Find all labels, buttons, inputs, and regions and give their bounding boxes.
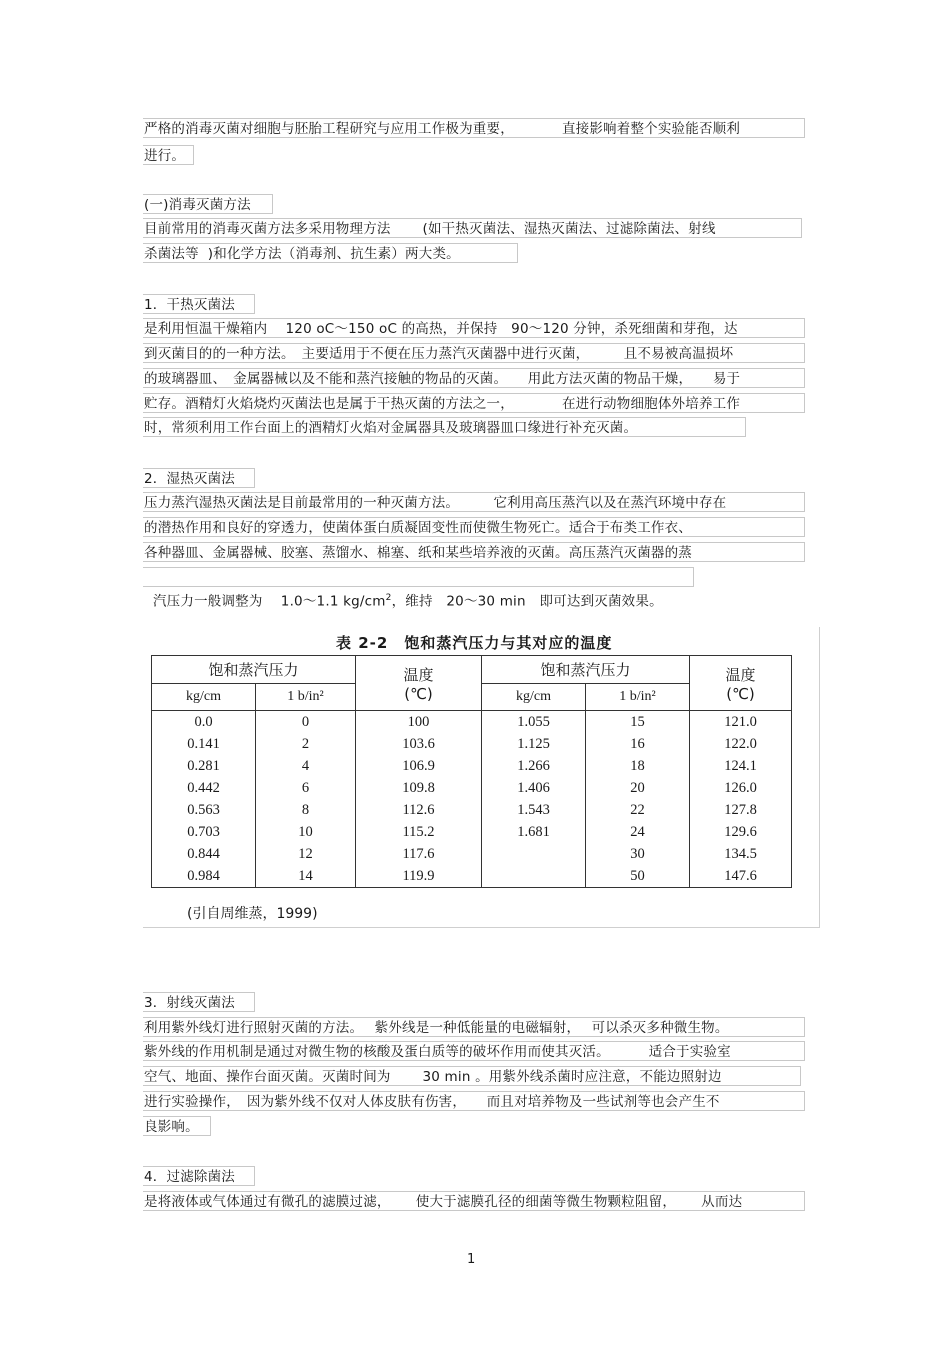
- table-cell: 0.281: [152, 755, 256, 777]
- paragraph-line: 紫外线的作用机制是通过对微生物的核酸及蛋白质等的破坏作用而使其灭活。 适合于实验室: [143, 1041, 805, 1061]
- header-temp-unit: (℃): [726, 684, 755, 703]
- table-cell: 0.442: [152, 777, 256, 799]
- table-row: [152, 755, 792, 777]
- table-row: [152, 733, 792, 755]
- table-cell: 0.703: [152, 821, 256, 843]
- table-cell: 100: [356, 711, 482, 734]
- paragraph-line: 时，常须利用工作台面上的酒精灯火焰对金属器具及玻璃器皿口缘进行补充灭菌。: [143, 417, 746, 437]
- paragraph-line: 贮存。酒精灯火焰烧灼灭菌法也是属于干热灭菌的方法之一， 在进行动物细胞体外培养工作: [143, 393, 805, 413]
- table-cell: 124.1: [690, 755, 792, 777]
- table-citation: (引自周维蒸，1999): [187, 906, 318, 922]
- table-row: [152, 843, 792, 865]
- table-title: 表 2-2 饱和蒸汽压力与其对应的温度: [336, 634, 613, 652]
- header-pressure-left: 饱和蒸汽压力: [152, 656, 356, 684]
- header-temp-label: 温度: [725, 665, 756, 684]
- table-row: [152, 777, 792, 799]
- table-cell: 1.266: [482, 755, 586, 777]
- paragraph-line: 各种器皿、金属器械、胶塞、蒸馏水、棉塞、纸和某些培养液的灭菌。高压蒸汽灭菌器的蒸: [143, 542, 805, 562]
- header-pressure-right: 饱和蒸汽压力: [482, 656, 690, 684]
- table-cell: 119.9: [356, 865, 482, 888]
- paragraph-line: 是将液体或气体通过有微孔的滤膜过滤， 使大于滤膜孔径的细菌等微生物颗粒阻留， 从而达: [143, 1191, 805, 1211]
- paragraph-line: 的玻璃器皿、 金属器械以及不能和蒸汽接触的物品的灭菌。 用此方法灭菌的物品干燥， 易于: [143, 368, 805, 388]
- paragraph-line: 杀菌法等 )和化学方法（消毒剂、抗生素）两大类。: [143, 243, 518, 263]
- table-cell: 4: [256, 755, 356, 777]
- table-cell: 1.543: [482, 799, 586, 821]
- subsection-heading: 2．湿热灭菌法: [143, 468, 255, 488]
- table-figure: [143, 627, 820, 928]
- subsection-heading: 1．干热灭菌法: [143, 294, 255, 314]
- table-cell: 1.055: [482, 711, 586, 734]
- paragraph-line: 的潜热作用和良好的穿透力，使菌体蛋白质凝固变性而使微生物死亡。适合于布类工作衣、: [143, 517, 805, 537]
- table-cell: 1.681: [482, 821, 586, 843]
- header-temp-label: 温度: [403, 665, 434, 684]
- steam-pressure-table: [151, 655, 792, 888]
- table-cell: 134.5: [690, 843, 792, 865]
- table-cell: 147.6: [690, 865, 792, 888]
- paragraph-line: 进行。: [143, 145, 194, 165]
- line-text: ，维持 20～30 min 即可达到灭菌效果。: [391, 593, 663, 610]
- table-cell: 0.563: [152, 799, 256, 821]
- table-cell: 6: [256, 777, 356, 799]
- table-cell: 0: [256, 711, 356, 734]
- paragraph-line: 压力蒸汽湿热灭菌法是目前最常用的一种灭菌方法。 它利用高压蒸汽以及在蒸汽环境中存在: [143, 492, 805, 512]
- header-temp-unit: (℃): [404, 684, 433, 703]
- table-cell: 122.0: [690, 733, 792, 755]
- table-cell: 1.406: [482, 777, 586, 799]
- page-number: 1: [467, 1252, 476, 1267]
- unit-lb: 1 b/in²: [256, 684, 356, 711]
- section-heading: (一)消毒灭菌方法: [143, 194, 273, 214]
- table-cell: 0.844: [152, 843, 256, 865]
- table-cell: 127.8: [690, 799, 792, 821]
- table-cell: 50: [586, 865, 690, 888]
- table-cell: 8: [256, 799, 356, 821]
- table-cell: [482, 843, 586, 865]
- paragraph-line: 是利用恒温干燥箱内 120 oC～150 oC 的高热，并保持 90～120 分钟，杀死细菌和芽孢，达: [143, 318, 805, 338]
- table-cell: 10: [256, 821, 356, 843]
- table-cell: 24: [586, 821, 690, 843]
- table-cell: 1.125: [482, 733, 586, 755]
- paragraph-line: 目前常用的消毒灭菌方法多采用物理方法 (如干热灭菌法、湿热灭菌法、过滤除菌法、射线: [143, 218, 802, 238]
- table-cell: 18: [586, 755, 690, 777]
- subsection-heading: 4．过滤除菌法: [143, 1166, 255, 1186]
- table-row: [152, 711, 792, 734]
- table-cell: 14: [256, 865, 356, 888]
- paragraph-line: 进行实验操作， 因为紫外线不仅对人体皮肤有伤害， 而且对培养物及一些试剂等也会产生不: [143, 1091, 805, 1111]
- table-cell: 0.984: [152, 865, 256, 888]
- line-text: 汽压力一般调整为 1.0～1.1 kg/cm: [152, 593, 386, 610]
- unit-kg: kg/cm: [482, 684, 586, 711]
- table-cell: 0.0: [152, 711, 256, 734]
- unit-kg: kg/cm: [152, 684, 256, 711]
- table-cell: 12: [256, 843, 356, 865]
- table-row: [152, 865, 792, 888]
- table-cell: 115.2: [356, 821, 482, 843]
- table-cell: 109.8: [356, 777, 482, 799]
- table-cell: 22: [586, 799, 690, 821]
- table-cell: 126.0: [690, 777, 792, 799]
- paragraph-line: 利用紫外线灯进行照射灭菌的方法。 紫外线是一种低能量的电磁辐射， 可以杀灭多种微生物。: [143, 1017, 805, 1037]
- table-cell: 0.141: [152, 733, 256, 755]
- header-temp-right: [690, 656, 792, 711]
- paragraph-line: 良影响。: [143, 1116, 211, 1136]
- table-cell: 103.6: [356, 733, 482, 755]
- table-cell: 112.6: [356, 799, 482, 821]
- table-cell: [482, 865, 586, 888]
- table-body: [152, 711, 792, 888]
- table-cell: 129.6: [690, 821, 792, 843]
- table-cell: 106.9: [356, 755, 482, 777]
- header-temp-left: [356, 656, 482, 711]
- superscript: 2: [385, 593, 392, 603]
- subsection-heading: 3．射线灭菌法: [143, 992, 255, 1012]
- paragraph-line: [143, 567, 694, 610]
- table-row: [152, 799, 792, 821]
- table-cell: 2: [256, 733, 356, 755]
- table-cell: 30: [586, 843, 690, 865]
- paragraph-line: 到灭菌目的的一种方法。 主要适用于不便在压力蒸汽灭菌器中进行灭菌， 且不易被高温损坏: [143, 343, 805, 363]
- table-cell: 20: [586, 777, 690, 799]
- table-cell: 15: [586, 711, 690, 734]
- paragraph-line: 严格的消毒灭菌对细胞与胚胎工程研究与应用工作极为重要， 直接影响着整个实验能否顺利: [143, 118, 805, 138]
- unit-lb: 1 b/in²: [586, 684, 690, 711]
- paragraph-line: 空气、地面、操作台面灭菌。灭菌时间为 30 min 。用紫外线杀菌时应注意，不能边照射边: [143, 1066, 801, 1086]
- table-row: [152, 821, 792, 843]
- table-cell: 16: [586, 733, 690, 755]
- table-cell: 117.6: [356, 843, 482, 865]
- table-cell: 121.0: [690, 711, 792, 734]
